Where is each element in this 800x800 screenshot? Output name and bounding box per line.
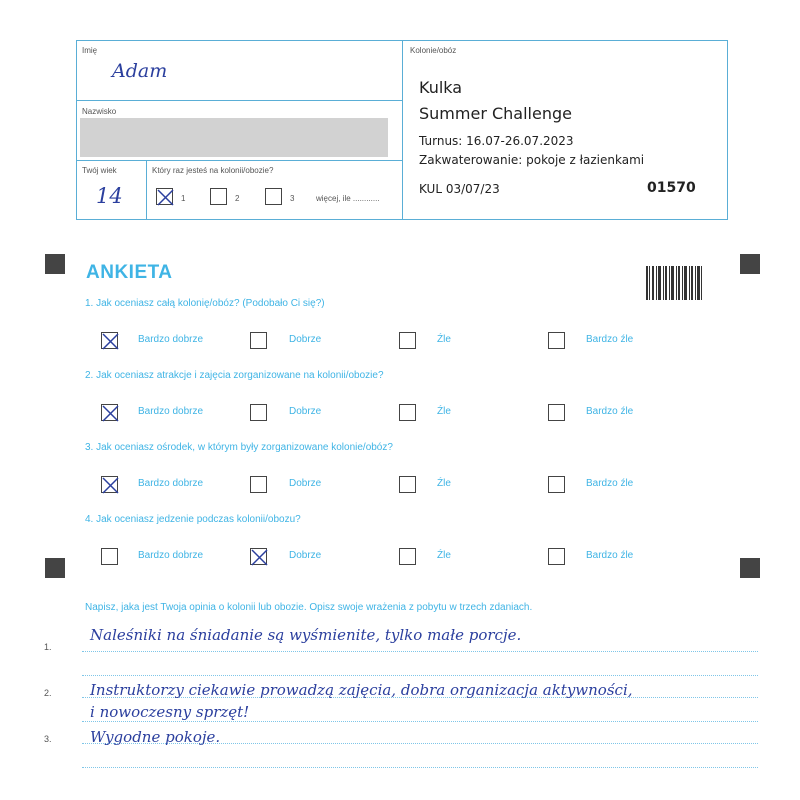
question-1: 1. Jak oceniasz całą kolonię/obóz? (Podobało Ci się?) bbox=[85, 298, 325, 309]
rating-checkbox[interactable] bbox=[399, 332, 416, 349]
rating-option-label: Źle bbox=[437, 478, 451, 489]
age-value[interactable]: 14 bbox=[96, 184, 123, 208]
times-checkbox[interactable] bbox=[156, 188, 173, 205]
opinion-line-2[interactable]: Instruktorzy ciekawie prowadzą zajęcia, dobra organizacja aktywności, bbox=[90, 681, 633, 699]
question-2: 2. Jak oceniasz atrakcje i zajęcia zorganizowane na kolonii/obozie? bbox=[85, 370, 384, 381]
times-option-label: 3 bbox=[290, 194, 295, 203]
writing-line bbox=[82, 675, 758, 676]
rating-checkbox[interactable] bbox=[101, 476, 118, 493]
rating-checkbox[interactable] bbox=[101, 404, 118, 421]
rating-option-label: Bardzo dobrze bbox=[138, 478, 204, 489]
rating-checkbox[interactable] bbox=[101, 548, 118, 565]
times-option-label: 2 bbox=[235, 194, 240, 203]
rating-checkbox[interactable] bbox=[101, 332, 118, 349]
times-option-label: 1 bbox=[181, 194, 186, 203]
line-number: 1. bbox=[44, 642, 52, 652]
camp-accommodation: Zakwaterowanie: pokoje z łazienkami bbox=[419, 153, 645, 167]
rating-option-label: Źle bbox=[437, 334, 451, 345]
rating-checkbox[interactable] bbox=[548, 404, 565, 421]
name-value[interactable]: Adam bbox=[112, 60, 168, 82]
camp-program: Summer Challenge bbox=[419, 104, 572, 123]
barcode-icon bbox=[646, 266, 702, 300]
header-divider bbox=[76, 160, 402, 161]
line-number: 2. bbox=[44, 688, 52, 698]
surname-label: Nazwisko bbox=[82, 107, 117, 116]
rating-checkbox[interactable] bbox=[399, 404, 416, 421]
times-label: Który raz jesteś na kolonii/obozie? bbox=[152, 166, 274, 175]
survey-title: ANKIETA bbox=[86, 262, 173, 283]
rating-option-label: Bardzo źle bbox=[586, 478, 634, 489]
rating-checkbox[interactable] bbox=[399, 548, 416, 565]
surname-redacted bbox=[80, 118, 388, 157]
rating-option-label: Dobrze bbox=[289, 334, 322, 345]
registration-marker bbox=[740, 254, 760, 274]
times-checkbox[interactable] bbox=[265, 188, 282, 205]
rating-checkbox[interactable] bbox=[250, 332, 267, 349]
rating-option-label: Bardzo dobrze bbox=[138, 406, 204, 417]
line-number: 3. bbox=[44, 734, 52, 744]
writing-line bbox=[82, 767, 758, 768]
writing-line bbox=[82, 651, 758, 652]
camp-turnus: Turnus: 16.07-26.07.2023 bbox=[419, 134, 574, 148]
opinion-line-3[interactable]: Wygodne pokoje. bbox=[90, 728, 221, 746]
header-divider bbox=[146, 160, 147, 220]
times-option-label: więcej, ile ............ bbox=[316, 194, 380, 203]
rating-checkbox[interactable] bbox=[250, 404, 267, 421]
question-4: 4. Jak oceniasz jedzenie podczas kolonii/obozu? bbox=[85, 514, 301, 525]
opinion-line-2b[interactable]: i nowoczesny sprzęt! bbox=[90, 703, 250, 721]
registration-marker bbox=[740, 558, 760, 578]
rating-option-label: Bardzo źle bbox=[586, 334, 634, 345]
rating-checkbox[interactable] bbox=[250, 476, 267, 493]
age-label: Twój wiek bbox=[82, 166, 117, 175]
opinion-prompt: Napisz, jaka jest Twoja opinia o kolonii lub obozie. Opisz swoje wrażenia z pobytu w trzech zdaniach. bbox=[85, 602, 533, 613]
registration-marker bbox=[45, 254, 65, 274]
rating-checkbox[interactable] bbox=[548, 548, 565, 565]
registration-marker bbox=[45, 558, 65, 578]
rating-option-label: Źle bbox=[437, 550, 451, 561]
rating-option-label: Źle bbox=[437, 406, 451, 417]
writing-line bbox=[82, 721, 758, 722]
opinion-line-1[interactable]: Naleśniki na śniadanie są wyśmienite, tylko małe porcje. bbox=[90, 626, 522, 644]
name-label: Imię bbox=[82, 46, 98, 55]
camp-label: Kolonie/obóz bbox=[410, 46, 457, 55]
camp-name: Kulka bbox=[419, 78, 463, 97]
rating-option-label: Dobrze bbox=[289, 478, 322, 489]
rating-option-label: Bardzo dobrze bbox=[138, 334, 204, 345]
camp-code: KUL 03/07/23 bbox=[419, 182, 500, 196]
question-3: 3. Jak oceniasz ośrodek, w którym były zorganizowane kolonie/obóz? bbox=[85, 442, 393, 453]
times-checkbox[interactable] bbox=[210, 188, 227, 205]
rating-checkbox[interactable] bbox=[548, 476, 565, 493]
rating-checkbox[interactable] bbox=[548, 332, 565, 349]
rating-checkbox[interactable] bbox=[250, 548, 267, 565]
rating-option-label: Bardzo dobrze bbox=[138, 550, 204, 561]
rating-option-label: Bardzo źle bbox=[586, 550, 634, 561]
rating-checkbox[interactable] bbox=[399, 476, 416, 493]
rating-option-label: Bardzo źle bbox=[586, 406, 634, 417]
form-number: 01570 bbox=[647, 180, 696, 196]
header-divider bbox=[76, 100, 402, 101]
rating-option-label: Dobrze bbox=[289, 550, 322, 561]
rating-option-label: Dobrze bbox=[289, 406, 322, 417]
header-divider bbox=[402, 40, 403, 220]
